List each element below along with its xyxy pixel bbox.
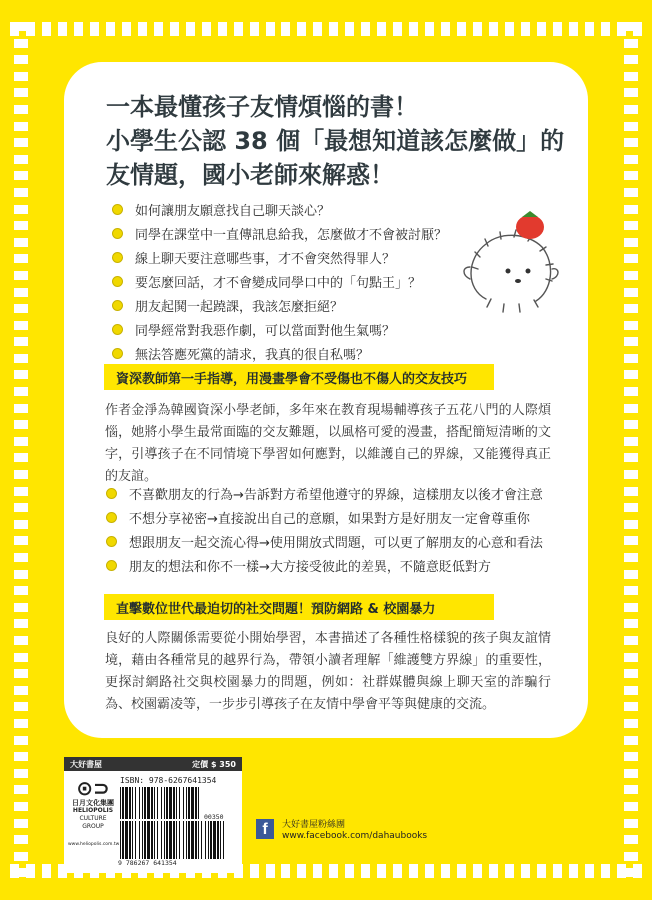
border-dash — [266, 864, 275, 878]
barcode-bar — [125, 787, 128, 819]
barcode-bar — [188, 821, 190, 859]
border-dash — [14, 453, 28, 462]
border-dash — [14, 155, 28, 164]
border-dash — [624, 520, 638, 529]
border-dash — [624, 736, 638, 745]
border-dash — [14, 719, 28, 728]
border-dash — [624, 819, 638, 828]
border-dash — [624, 88, 638, 97]
border-dash — [624, 105, 638, 114]
barcode-bar — [217, 821, 219, 859]
barcode-bar — [139, 787, 140, 819]
border-dash — [624, 702, 638, 711]
border-dash — [505, 864, 514, 878]
border-dash — [624, 802, 638, 811]
border-dash — [624, 570, 638, 579]
border-dash — [624, 404, 638, 413]
content-paragraph: 良好的人際關係需要從小開始學習，本書描述了各種性格樣貌的孩子與友誼情境，藉由各種常見的越界行為，帶領小讀者理解「維護雙方界線」的重要性，更探討網路社交與校園暴力的問題，例如：社群媒體與線上聊天室的詐騙行為、校園霸凌等，一步步引導孩子在友情中學會平等與健康的交流。 — [105, 631, 551, 712]
border-dash — [624, 669, 638, 678]
border-dash — [14, 702, 28, 711]
border-dash — [14, 802, 28, 811]
border-dash — [14, 221, 28, 230]
border-dash — [393, 22, 402, 36]
question-text: 朋友起鬨一起蹺課，我該怎麼拒絕？ — [135, 299, 344, 315]
barcode-bar — [191, 821, 194, 859]
facebook-url[interactable]: www.facebook.com/dahaubooks — [282, 831, 428, 841]
border-dash — [345, 22, 354, 36]
border-dash — [14, 321, 28, 330]
border-dash — [14, 254, 28, 263]
border-dash — [624, 155, 638, 164]
border-dash — [624, 769, 638, 778]
bullet-icon — [112, 324, 123, 335]
barcode-bar — [144, 821, 146, 859]
barcode-bar — [151, 787, 153, 819]
border-dash — [14, 122, 28, 131]
facebook-icon[interactable]: f — [256, 819, 274, 839]
border-dash — [624, 636, 638, 645]
border-dash — [624, 835, 638, 844]
border-dash — [14, 370, 28, 379]
border-dash — [218, 22, 227, 36]
barcode-bar — [183, 821, 184, 859]
border-dash — [14, 669, 28, 678]
bullet-icon — [106, 560, 117, 571]
barcode-bar — [186, 787, 187, 819]
border-dash — [624, 503, 638, 512]
border-dash — [624, 420, 638, 429]
border-dash — [14, 105, 28, 114]
section-banner-teacher: 資深教師第一手指導，用漫畫學會不受傷也不傷人的交友技巧 — [104, 364, 494, 390]
border-dash — [14, 636, 28, 645]
tip-item — [106, 505, 543, 529]
border-dash — [361, 22, 370, 36]
border-dash — [624, 586, 638, 595]
barcode-bar — [120, 821, 121, 859]
left-dash-border — [14, 22, 28, 878]
barcode-bar — [122, 821, 124, 859]
border-dash — [14, 819, 28, 828]
border-dash — [250, 22, 259, 36]
barcode-bar — [220, 821, 221, 859]
border-dash — [624, 337, 638, 346]
barcode-bar — [223, 821, 224, 859]
question-list — [112, 197, 447, 365]
barcode-bar — [129, 821, 131, 859]
border-dash — [624, 752, 638, 761]
border-dash — [409, 22, 418, 36]
question-text: 線上聊天要注意哪些事，才不會突然得罪人？ — [135, 251, 396, 267]
border-dash — [14, 304, 28, 313]
border-dash — [14, 785, 28, 794]
ean-barcode — [120, 821, 226, 859]
tip-text: 不想分享祕密→直接說出自己的意願，如果對方是好朋友一定會尊重你 — [129, 511, 530, 527]
barcode-bar — [198, 787, 199, 819]
question-text: 同學在課堂中一直傳訊息給我，怎麼做才不會被討厭？ — [135, 227, 448, 243]
border-dash — [14, 205, 28, 214]
border-dash — [14, 288, 28, 297]
barcode-bar — [208, 821, 209, 859]
question-text: 如何讓朋友願意找自己聊天談心？ — [135, 203, 331, 219]
border-dash — [361, 864, 370, 878]
right-dash-border — [624, 22, 638, 878]
border-dash — [14, 619, 28, 628]
border-dash — [14, 72, 28, 81]
question-item — [112, 197, 447, 221]
isbn-text: ISBN: 978-6267641354 — [120, 776, 217, 785]
border-dash — [14, 470, 28, 479]
border-dash — [624, 603, 638, 612]
bullet-icon — [112, 300, 123, 311]
border-dash — [393, 864, 402, 878]
price-label: 定價 $ 350 — [192, 759, 236, 769]
barcode-bar — [183, 787, 184, 819]
border-dash — [14, 404, 28, 413]
border-dash — [14, 752, 28, 761]
border-dash — [553, 22, 562, 36]
bullet-icon — [112, 276, 123, 287]
border-dash — [624, 55, 638, 64]
border-dash — [624, 122, 638, 131]
border-dash — [14, 88, 28, 97]
border-dash — [473, 864, 482, 878]
border-dash — [601, 864, 610, 878]
tip-item — [106, 553, 543, 577]
border-dash — [14, 736, 28, 745]
barcode-bar — [166, 821, 168, 859]
barcode-bar — [157, 821, 158, 859]
tip-item — [106, 481, 543, 505]
border-dash — [14, 420, 28, 429]
border-dash — [624, 470, 638, 479]
barcode-bar — [210, 821, 212, 859]
border-dash — [14, 686, 28, 695]
border-dash — [489, 22, 498, 36]
border-dash — [457, 22, 466, 36]
barcode-bar — [139, 821, 140, 859]
barcode-bar — [157, 787, 158, 819]
border-dash — [624, 271, 638, 280]
border-dash — [90, 22, 99, 36]
border-dash — [138, 22, 147, 36]
border-dash — [624, 188, 638, 197]
logo-text: CULTURE GROUP — [79, 815, 107, 830]
border-dash — [585, 22, 594, 36]
border-dash — [624, 719, 638, 728]
border-dash — [377, 864, 386, 878]
border-dash — [624, 387, 638, 396]
border-dash — [14, 520, 28, 529]
barcode-bar — [144, 787, 146, 819]
border-dash — [425, 22, 434, 36]
border-dash — [377, 22, 386, 36]
border-dash — [441, 864, 450, 878]
border-dash — [624, 138, 638, 147]
border-dash — [624, 370, 638, 379]
border-dash — [170, 22, 179, 36]
barcode-bar — [161, 787, 162, 819]
hedgehog-illustration — [456, 209, 566, 319]
border-dash — [624, 354, 638, 363]
border-dash — [624, 72, 638, 81]
barcode-bar — [164, 821, 165, 859]
publisher-brand: 大好書屋 — [70, 759, 102, 769]
border-dash — [624, 868, 638, 877]
border-dash — [624, 238, 638, 247]
border-dash — [281, 22, 290, 36]
top-dash-border — [0, 22, 652, 36]
border-dash — [14, 337, 28, 346]
border-dash — [14, 835, 28, 844]
barcode-bar — [205, 821, 206, 859]
border-dash — [14, 271, 28, 280]
border-dash — [14, 852, 28, 861]
border-dash — [473, 22, 482, 36]
barcode-bar — [164, 787, 165, 819]
barcode-bar — [191, 787, 194, 819]
barcode-bar — [132, 787, 133, 819]
barcode-bar — [147, 821, 150, 859]
barcode-bar — [179, 821, 180, 859]
logo-text: www.heliopolis.com.tw — [68, 842, 120, 847]
border-dash — [521, 22, 530, 36]
barcode-bar — [195, 821, 197, 859]
tip-text: 想跟朋友一起交流心得→使用開放式問題，可以更了解朋友的心意和看法 — [129, 535, 543, 551]
bullet-icon — [106, 512, 117, 523]
headline — [106, 90, 564, 192]
border-dash — [14, 138, 28, 147]
barcode-bar — [179, 787, 180, 819]
barcode-panel — [64, 757, 242, 873]
border-dash — [345, 864, 354, 878]
question-text: 要怎麼回話，才不會變成同學口中的「句點王」？ — [135, 275, 422, 291]
facebook-page-name: 大好書屋粉絲團 — [282, 820, 346, 830]
border-dash — [624, 686, 638, 695]
question-item — [112, 269, 447, 293]
border-dash — [569, 864, 578, 878]
barcode-bar — [173, 787, 175, 819]
border-dash — [624, 619, 638, 628]
border-dash — [441, 22, 450, 36]
border-dash — [297, 22, 306, 36]
question-item — [112, 221, 447, 245]
border-dash — [624, 39, 638, 48]
barcode-bar — [142, 821, 143, 859]
border-dash — [624, 437, 638, 446]
border-dash — [14, 503, 28, 512]
border-dash — [624, 553, 638, 562]
border-dash — [14, 603, 28, 612]
barcode-bar — [120, 787, 121, 819]
barcode-number: 9 786267 641354 — [118, 859, 177, 867]
border-dash — [624, 487, 638, 496]
question-item — [112, 341, 447, 365]
border-dash — [14, 171, 28, 180]
border-dash — [505, 22, 514, 36]
barcode-bar — [122, 787, 124, 819]
border-dash — [14, 769, 28, 778]
tips-list — [106, 481, 543, 577]
border-dash — [58, 22, 67, 36]
bullet-icon — [112, 204, 123, 215]
border-dash — [14, 586, 28, 595]
border-dash — [489, 864, 498, 878]
border-dash — [569, 22, 578, 36]
barcode-bar — [176, 821, 177, 859]
border-dash — [250, 864, 259, 878]
logo-text: 日月文化集團 — [72, 799, 114, 807]
barcode-bar — [129, 787, 131, 819]
border-dash — [537, 864, 546, 878]
headline-line: 友情題，國小老師來解惑！ — [106, 161, 394, 189]
border-dash — [624, 205, 638, 214]
border-dash — [14, 354, 28, 363]
border-dash — [624, 171, 638, 180]
headline-line: 一本最懂孩子友情煩惱的書！ — [106, 93, 418, 121]
question-text: 無法答應死黨的請求，我真的很自私嗎？ — [135, 347, 370, 363]
border-dash — [624, 852, 638, 861]
barcode-bar — [135, 821, 136, 859]
border-dash — [42, 864, 51, 878]
border-dash — [14, 39, 28, 48]
barcode-bar — [169, 821, 172, 859]
barcode-bar — [154, 787, 155, 819]
border-dash — [624, 304, 638, 313]
border-dash — [624, 321, 638, 330]
barcode-bar — [213, 821, 216, 859]
content-card — [64, 62, 588, 738]
barcode-bar — [125, 821, 128, 859]
border-dash — [14, 437, 28, 446]
border-dash — [624, 453, 638, 462]
border-dash — [14, 387, 28, 396]
question-item — [112, 317, 447, 341]
border-dash — [234, 22, 243, 36]
question-text: 同學經常對我惡作劇，可以當面對他生氣嗎？ — [135, 323, 396, 339]
barcode-bar — [186, 821, 187, 859]
border-dash — [601, 22, 610, 36]
border-dash — [624, 536, 638, 545]
barcode-bar — [151, 821, 153, 859]
tip-text: 朋友的想法和你不一樣→大方接受彼此的差異，不隨意貶低對方 — [129, 559, 491, 575]
headline-line: 小學生公認 38 個「最想知道該怎麼做」的 — [106, 127, 565, 155]
border-dash — [14, 487, 28, 496]
bullet-icon — [112, 252, 123, 263]
bullet-icon — [106, 536, 117, 547]
barcode-bar — [195, 787, 197, 819]
border-dash — [409, 864, 418, 878]
border-dash — [14, 536, 28, 545]
question-item — [112, 293, 447, 317]
barcode-bar — [198, 821, 199, 859]
barcode-bar — [201, 821, 202, 859]
barcode-bar — [147, 787, 150, 819]
border-dash — [202, 22, 211, 36]
border-dash — [14, 22, 28, 31]
barcode-bar — [132, 821, 133, 859]
border-dash — [186, 22, 195, 36]
border-dash — [624, 22, 638, 31]
border-dash — [266, 22, 275, 36]
border-dash — [14, 188, 28, 197]
bullet-icon — [112, 348, 123, 359]
price-code: 00350 — [204, 813, 224, 821]
logo-text: HELIOPOLIS — [72, 807, 114, 814]
tip-item — [106, 529, 543, 553]
border-dash — [624, 254, 638, 263]
border-dash — [624, 653, 638, 662]
border-dash — [14, 238, 28, 247]
border-dash — [624, 785, 638, 794]
barcode-bar — [161, 821, 162, 859]
border-dash — [14, 553, 28, 562]
border-dash — [122, 22, 131, 36]
border-dash — [281, 864, 290, 878]
border-dash — [624, 221, 638, 230]
border-dash — [425, 864, 434, 878]
border-dash — [521, 864, 530, 878]
border-dash — [106, 22, 115, 36]
logo-mark-icon: ⊙⊃ — [76, 776, 110, 800]
barcode-bar — [169, 787, 172, 819]
border-dash — [329, 864, 338, 878]
border-dash — [457, 864, 466, 878]
border-dash — [14, 570, 28, 579]
barcode-bar — [166, 787, 168, 819]
border-dash — [537, 22, 546, 36]
author-paragraph: 作者金淨為韓國資深小學老師，多年來在教育現場輔導孩子五花八門的人際煩惱，她將小學生最常面臨的交友難題，以風格可愛的漫畫，搭配簡短清晰的文字，引導孩子在不同情境下學習如何應對，以維護自己的界線，又能獲得真正的友誼。 — [105, 403, 551, 484]
border-dash — [553, 864, 562, 878]
barcode-bar — [135, 787, 136, 819]
border-dash — [313, 22, 322, 36]
border-dash — [14, 653, 28, 662]
publisher-bar — [64, 757, 242, 771]
barcode-bar — [188, 787, 190, 819]
barcode-bar — [142, 787, 143, 819]
bullet-icon — [106, 488, 117, 499]
barcode-bar — [154, 821, 155, 859]
border-dash — [624, 288, 638, 297]
border-dash — [74, 22, 83, 36]
question-item — [112, 245, 447, 269]
section-banner-digital: 直擊數位世代最迫切的社交問題！預防網路 & 校園暴力 — [104, 594, 494, 620]
border-dash — [14, 868, 28, 877]
border-dash — [313, 864, 322, 878]
border-dash — [585, 864, 594, 878]
border-dash — [42, 22, 51, 36]
bullet-icon — [112, 228, 123, 239]
border-dash — [329, 22, 338, 36]
border-dash — [154, 22, 163, 36]
border-dash — [297, 864, 306, 878]
barcode-bar — [173, 821, 175, 859]
publisher-logo — [68, 777, 118, 849]
barcode-bar — [176, 787, 177, 819]
border-dash — [14, 55, 28, 64]
tip-text: 不喜歡朋友的行為→告訴對方希望他遵守的界線，這樣朋友以後才會注意 — [129, 487, 543, 503]
